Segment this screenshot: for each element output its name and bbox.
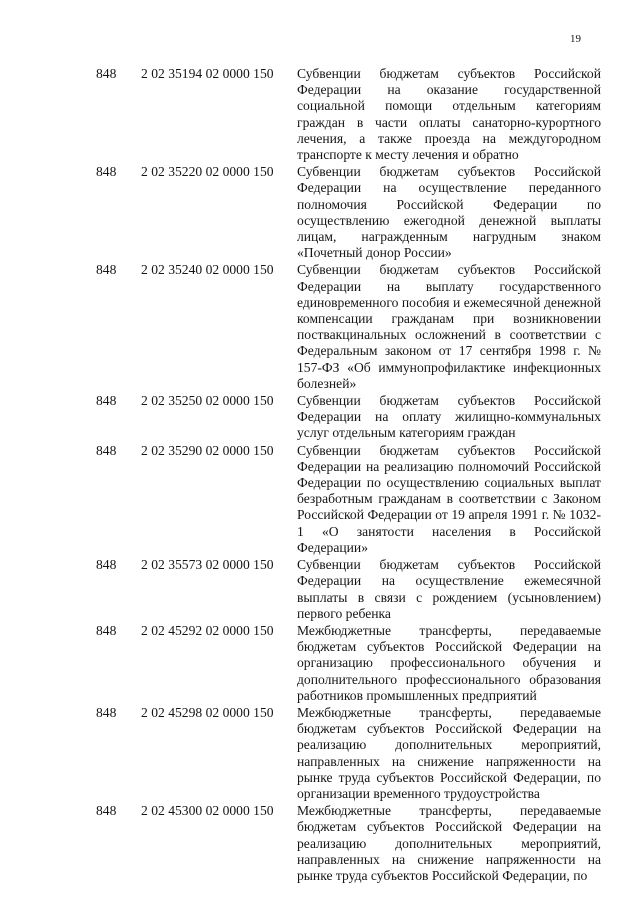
- admin-code: 848: [96, 622, 117, 638]
- table-row: [0, 164, 640, 261]
- admin-code: 848: [96, 262, 117, 278]
- table-row: [0, 803, 640, 884]
- revenue-description: Межбюджетные трансферты, передаваемые бюджетам субъектов Российской Федерации на реализацию дополнительных мероприятий, направленных на снижение напряженности на рынке труда субъектов Российской Федерации, по организации временного трудоустройства: [297, 704, 601, 801]
- table-row: [0, 623, 640, 704]
- admin-code: 848: [96, 442, 117, 458]
- revenue-description: Субвенции бюджетам субъектов Российской Федерации на оплату жилищно-коммунальных услуг отдельным категориям граждан: [297, 393, 601, 441]
- page-number: 19: [570, 33, 581, 45]
- budget-classification-code: 2 02 35220 02 0000 150: [141, 164, 274, 180]
- revenue-description: Межбюджетные трансферты, передаваемые бюджетам субъектов Российской Федерации на организацию профессионального обучения и дополнительного профессионального образования работников промышленных предприятий: [297, 622, 601, 703]
- revenue-description: Субвенции бюджетам субъектов Российской Федерации на осуществление переданного полномочия Российской Федерации по осуществлению ежегодной денежной выплаты лицам, награжденным нагрудным знаком «Почетный донор России»: [297, 164, 601, 261]
- admin-code: 848: [96, 557, 117, 573]
- table-row: [0, 705, 640, 802]
- revenue-description: Субвенции бюджетам субъектов Российской Федерации на реализацию полномочий Российской Федерации по осуществлению социальных выплат безработным гражданам в соответствии с Законом Российской Федерации от 19 апреля 1991 г. № 1032-1 «О занятости населения в Российской Федерации»: [297, 442, 601, 555]
- table-row: [0, 557, 640, 622]
- table-row: [0, 262, 640, 392]
- budget-classification-code: 2 02 35573 02 0000 150: [141, 557, 274, 573]
- budget-classification-code: 2 02 45300 02 0000 150: [141, 803, 274, 819]
- budget-classification-code: 2 02 35250 02 0000 150: [141, 393, 274, 409]
- admin-code: 848: [96, 393, 117, 409]
- revenue-description: Субвенции бюджетам субъектов Российской Федерации на оказание государственной социальной помощи отдельным категориям граждан в части оплаты санаторно-курортного лечения, а также проезда на междугородном транспорте к месту лечения и обратно: [297, 66, 601, 163]
- budget-classification-code: 2 02 45298 02 0000 150: [141, 704, 274, 720]
- revenue-description: Межбюджетные трансферты, передаваемые бюджетам субъектов Российской Федерации на реализацию дополнительных мероприятий, направленных на снижение напряженности на рынке труда субъектов Российской Федерации, по: [297, 803, 601, 883]
- table-row: [0, 393, 640, 442]
- budget-classification-code: 2 02 45292 02 0000 150: [141, 622, 274, 638]
- budget-classification-code: 2 02 35290 02 0000 150: [141, 442, 274, 458]
- table-row: [0, 443, 640, 556]
- table-row: [0, 66, 640, 163]
- admin-code: 848: [96, 66, 117, 81]
- admin-code: 848: [96, 803, 117, 819]
- revenue-description: Субвенции бюджетам субъектов Российской Федерации на осуществление ежемесячной выплаты в связи с рождением (усыновлением) первого ребенка: [297, 557, 601, 621]
- admin-code: 848: [96, 704, 117, 720]
- revenue-description: Субвенции бюджетам субъектов Российской Федерации на выплату государственного единовременного пособия и ежемесячной денежной компенсации гражданам при возникновении поствакцинальных осложнений в соответствии с Федеральным законом от 17 сентября 1998 г. № 157-ФЗ «Об иммунопрофилактике инфекционных болезней»: [297, 262, 601, 391]
- admin-code: 848: [96, 164, 117, 180]
- revenue-codes-table: [0, 66, 640, 885]
- budget-classification-code: 2 02 35194 02 0000 150: [141, 66, 274, 81]
- budget-classification-code: 2 02 35240 02 0000 150: [141, 262, 274, 278]
